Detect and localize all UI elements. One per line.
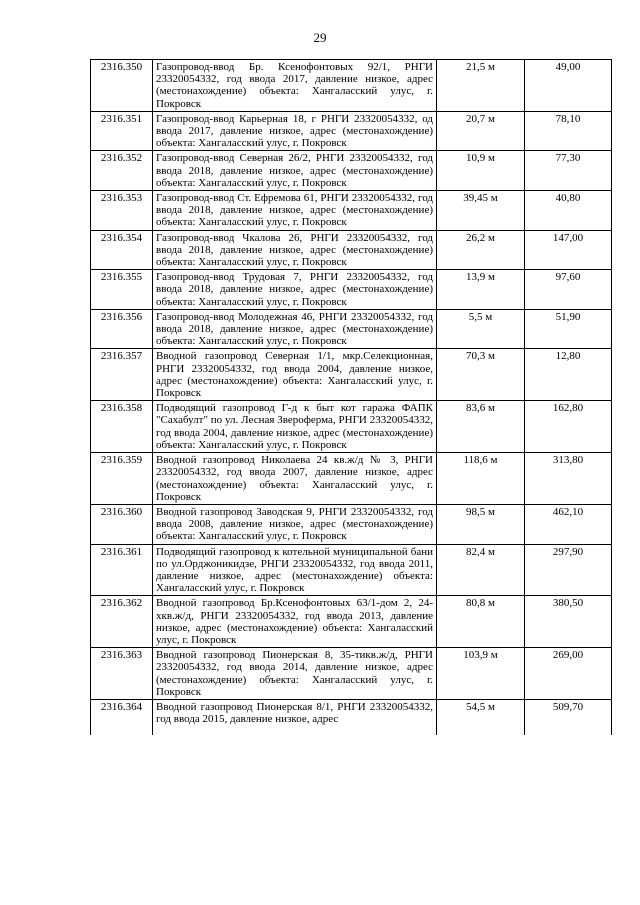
row-length: 82,4 м [437,544,525,596]
row-description: Газопровод-ввод Ст. Ефремова 61, РНГИ 23320054332, год ввода 2018, давление низкое, адрес (местонахождение) объекта: Хангаласский улус, г. Покровск [153,191,437,231]
table-row [91,191,612,231]
row-length: 80,8 м [437,596,525,648]
row-description: Вводной газопровод Бр.Ксенофонтовых 63/1-дом 2, 24-хкв.ж/д, РНГИ 23320054332, год ввода 2013, давление низкое, адрес (местонахождение) объекта: Хангаласский улус, г. Покровск [153,596,437,648]
table-row [91,111,612,151]
row-number: 2316.356 [91,309,153,349]
row-length: 39,45 м [437,191,525,231]
row-value: 40,80 [525,191,612,231]
page-number: 29 [313,30,327,45]
row-number: 2316.355 [91,270,153,310]
row-description: Газопровод-ввод Бр. Ксенофонтовых 92/1, РНГИ 23320054332, год ввода 2017, давление низкое, адрес (местонахождение) объекта: Хангаласский улус, г. Покровск [153,60,437,112]
registry-table [90,59,612,735]
table-row [91,151,612,191]
table-row [91,270,612,310]
row-number: 2316.353 [91,191,153,231]
row-length: 83,6 м [437,401,525,453]
row-value: 78,10 [525,111,612,151]
row-description: Газопровод-ввод Карьерная 18, г РНГИ 23320054332, од ввода 2017, давление низкое, адрес (местонахождение) объекта: Хангаласский улус, г. Покровск [153,111,437,151]
row-length: 5,5 м [437,309,525,349]
row-length: 70,3 м [437,349,525,401]
row-value: 462,10 [525,504,612,544]
row-number: 2316.358 [91,401,153,453]
table-row [91,349,612,401]
table-row [91,544,612,596]
row-description: Газопровод-ввод Трудовая 7, РНГИ 23320054332, год ввода 2018, давление низкое, адрес (местонахождение) объекта: Хангаласский улус, г. Покровск [153,270,437,310]
row-number: 2316.354 [91,230,153,270]
row-length: 54,5 м [437,699,525,735]
row-description: Вводной газопровод Пионерская 8/1, РНГИ 23320054332, год ввода 2015, давление низкое, адрес [153,699,437,735]
row-value: 97,60 [525,270,612,310]
row-number: 2316.359 [91,453,153,505]
table-row [91,230,612,270]
row-number: 2316.350 [91,60,153,112]
row-length: 26,2 м [437,230,525,270]
row-length: 21,5 м [437,60,525,112]
row-value: 12,80 [525,349,612,401]
table-row [91,60,612,112]
row-value: 269,00 [525,648,612,700]
row-length: 103,9 м [437,648,525,700]
row-number: 2316.352 [91,151,153,191]
row-number: 2316.364 [91,699,153,735]
table-row [91,596,612,648]
table-row [91,648,612,700]
row-value: 313,80 [525,453,612,505]
row-value: 77,30 [525,151,612,191]
row-number: 2316.351 [91,111,153,151]
row-description: Подводящий газопровод к котельной муниципальной бани по ул.Орджоникидзе, РНГИ 23320054332, год ввода 2011, давление низкое, адрес (местонахождение) объекта: Хангаласский улус, г. Покровск [153,544,437,596]
row-length: 20,7 м [437,111,525,151]
row-value: 147,00 [525,230,612,270]
row-number: 2316.360 [91,504,153,544]
row-description: Газопровод-ввод Северная 26/2, РНГИ 23320054332, год ввода 2018, давление низкое, адрес (местонахождение) объекта: Хангаласский улус, г. Покровск [153,151,437,191]
table-row [91,309,612,349]
row-description: Вводной газопровод Северная 1/1, мкр.Селекционная, РНГИ 23320054332, год ввода 2004, давление низкое, адрес (местонахождение) объекта: Хангаласский улус, г. Покровск [153,349,437,401]
row-value: 380,50 [525,596,612,648]
row-value: 49,00 [525,60,612,112]
row-description: Подводящий газопровод Г-д к быт кот гаража ФАПК "Сахабулт" по ул. Лесная Звероферма, РНГИ 23320054332, год ввода 2004, давление низкое, адрес (местонахождение) объекта: Хангаласский улус, г. Покровск [153,401,437,453]
row-description: Газопровод-ввод Молодежная 46, РНГИ 23320054332, год ввода 2018, давление низкое, адрес (местонахождение) объекта: Хангаласский улус, г. Покровск [153,309,437,349]
row-length: 118,6 м [437,453,525,505]
table-row [91,699,612,735]
row-number: 2316.357 [91,349,153,401]
row-value: 51,90 [525,309,612,349]
registry-table-body [91,60,612,736]
row-value: 509,70 [525,699,612,735]
row-number: 2316.363 [91,648,153,700]
row-number: 2316.361 [91,544,153,596]
row-value: 162,80 [525,401,612,453]
registry-table-area [85,59,625,846]
table-row [91,453,612,505]
row-length: 98,5 м [437,504,525,544]
row-length: 13,9 м [437,270,525,310]
table-row [91,504,612,544]
row-description: Вводной газопровод Заводская 9, РНГИ 23320054332, год ввода 2008, давление низкое, адрес (местонахождение) объекта: Хангаласский улус, г. Покровск [153,504,437,544]
row-description: Вводной газопровод Николаева 24 кв.ж/д № 3, РНГИ 23320054332, год ввода 2007, давление низкое, адрес (местонахождение) объекта: Хангаласский улус, г. Покровск [153,453,437,505]
row-length: 10,9 м [437,151,525,191]
row-value: 297,90 [525,544,612,596]
row-description: Газопровод-ввод Чкалова 26, РНГИ 23320054332, год ввода 2018, давление низкое, адрес (местонахождение) объекта: Хангаласский улус, г. Покровск [153,230,437,270]
table-row [91,401,612,453]
row-number: 2316.362 [91,596,153,648]
row-description: Вводной газопровод Пионерская 8, 35-тикв.ж/д, РНГИ 23320054332, год ввода 2014, давление низкое, адрес (местонахождение) объекта: Хангаласский улус, г. Покровск [153,648,437,700]
